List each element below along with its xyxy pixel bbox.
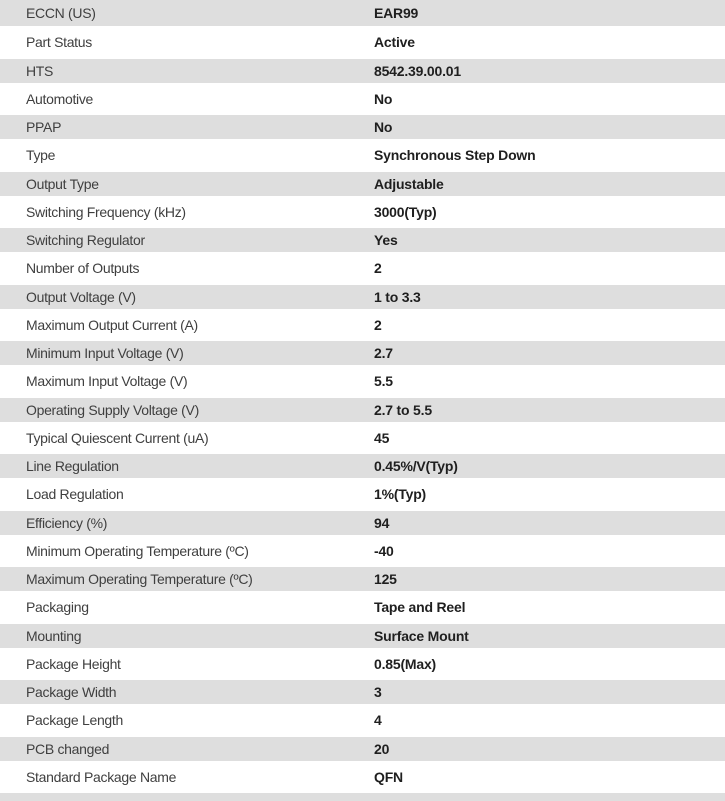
table-row (0, 650, 725, 678)
table-row (0, 141, 725, 169)
spec-label: Efficiency (%) (26, 514, 108, 531)
table-row (0, 622, 725, 650)
table-row (0, 85, 725, 113)
table-row (0, 28, 725, 56)
spec-label: Number of Outputs (26, 260, 140, 277)
spec-value: Adjustable (374, 175, 444, 192)
table-row (0, 537, 725, 565)
spec-value: No (374, 119, 393, 136)
spec-value: Surface Mount (374, 627, 469, 644)
spec-value: 1 to 3.3 (374, 288, 421, 305)
table-row (0, 170, 725, 198)
table-row (0, 735, 725, 763)
spec-value: -40 (374, 542, 394, 559)
spec-label: Line Regulation (26, 458, 119, 475)
spec-value: 125 (374, 571, 397, 588)
spec-label: HTS (26, 62, 54, 79)
spec-label: Part Status (26, 34, 92, 51)
spec-value: 2 (374, 260, 382, 277)
spec-label: Output Voltage (V) (26, 288, 136, 305)
spec-value: 4 (374, 712, 382, 729)
table-row (0, 57, 725, 85)
spec-label: Automotive (26, 90, 94, 107)
table-row (0, 763, 725, 791)
table-row (0, 452, 725, 480)
spec-value: 1%(Typ) (374, 486, 427, 503)
spec-label: Minimum Operating Temperature (ºC) (26, 542, 249, 559)
table-row (0, 254, 725, 282)
table-row (0, 565, 725, 593)
spec-label: PCB changed (26, 740, 110, 757)
table-row (0, 198, 725, 226)
spec-label: Maximum Output Current (A) (26, 316, 198, 333)
spec-value: 2 (374, 316, 382, 333)
spec-label: Typical Quiescent Current (uA) (26, 429, 209, 446)
spec-value: 0.45%/V(Typ) (374, 458, 458, 475)
spec-value: No (374, 90, 393, 107)
spec-value: 94 (374, 514, 390, 531)
spec-value: 2.7 (374, 345, 393, 362)
table-row (0, 706, 725, 734)
spec-value: 45 (374, 429, 390, 446)
spec-value: QFN (374, 768, 403, 785)
table-row (0, 311, 725, 339)
spec-label: Type (26, 147, 56, 164)
table-row (0, 593, 725, 621)
spec-label: ECCN (US) (26, 5, 96, 22)
spec-value: 2.7 to 5.5 (374, 401, 432, 418)
spec-label: Package Height (26, 655, 121, 672)
spec-label: Output Type (26, 175, 99, 192)
spec-label: Mounting (26, 627, 82, 644)
table-row (0, 367, 725, 395)
table-row (0, 113, 725, 141)
spec-label: Package Length (26, 712, 123, 729)
table-row (0, 0, 725, 28)
spec-label: Standard Package Name (26, 768, 177, 785)
spec-value: EAR99 (374, 5, 419, 22)
table-row (0, 509, 725, 537)
table-row (0, 339, 725, 367)
table-row (0, 424, 725, 452)
spec-value: 20 (374, 740, 390, 757)
spec-value: 8542.39.00.01 (374, 62, 461, 79)
table-row-partial (0, 791, 725, 801)
spec-label: Packaging (26, 599, 89, 616)
table-row (0, 226, 725, 254)
spec-label: Package Width (26, 684, 117, 701)
table-row (0, 396, 725, 424)
spec-value: Active (374, 34, 415, 51)
spec-label: PPAP (26, 119, 62, 136)
spec-value: Tape and Reel (374, 599, 466, 616)
spec-label: Operating Supply Voltage (V) (26, 401, 199, 418)
spec-value: 5.5 (374, 373, 393, 390)
spec-label: Maximum Operating Temperature (ºC) (26, 571, 253, 588)
spec-label: Switching Frequency (kHz) (26, 203, 186, 220)
table-row (0, 480, 725, 508)
spec-value: 3000(Typ) (374, 203, 437, 220)
spec-value: 3 (374, 684, 382, 701)
spec-label: Maximum Input Voltage (V) (26, 373, 188, 390)
spec-value: Yes (374, 232, 398, 249)
spec-label: Switching Regulator (26, 232, 145, 249)
spec-value: 0.85(Max) (374, 655, 437, 672)
spec-label: Load Regulation (26, 486, 124, 503)
table-row (0, 678, 725, 706)
table-row (0, 283, 725, 311)
spec-label: Minimum Input Voltage (V) (26, 345, 184, 362)
spec-value: Synchronous Step Down (374, 147, 536, 164)
